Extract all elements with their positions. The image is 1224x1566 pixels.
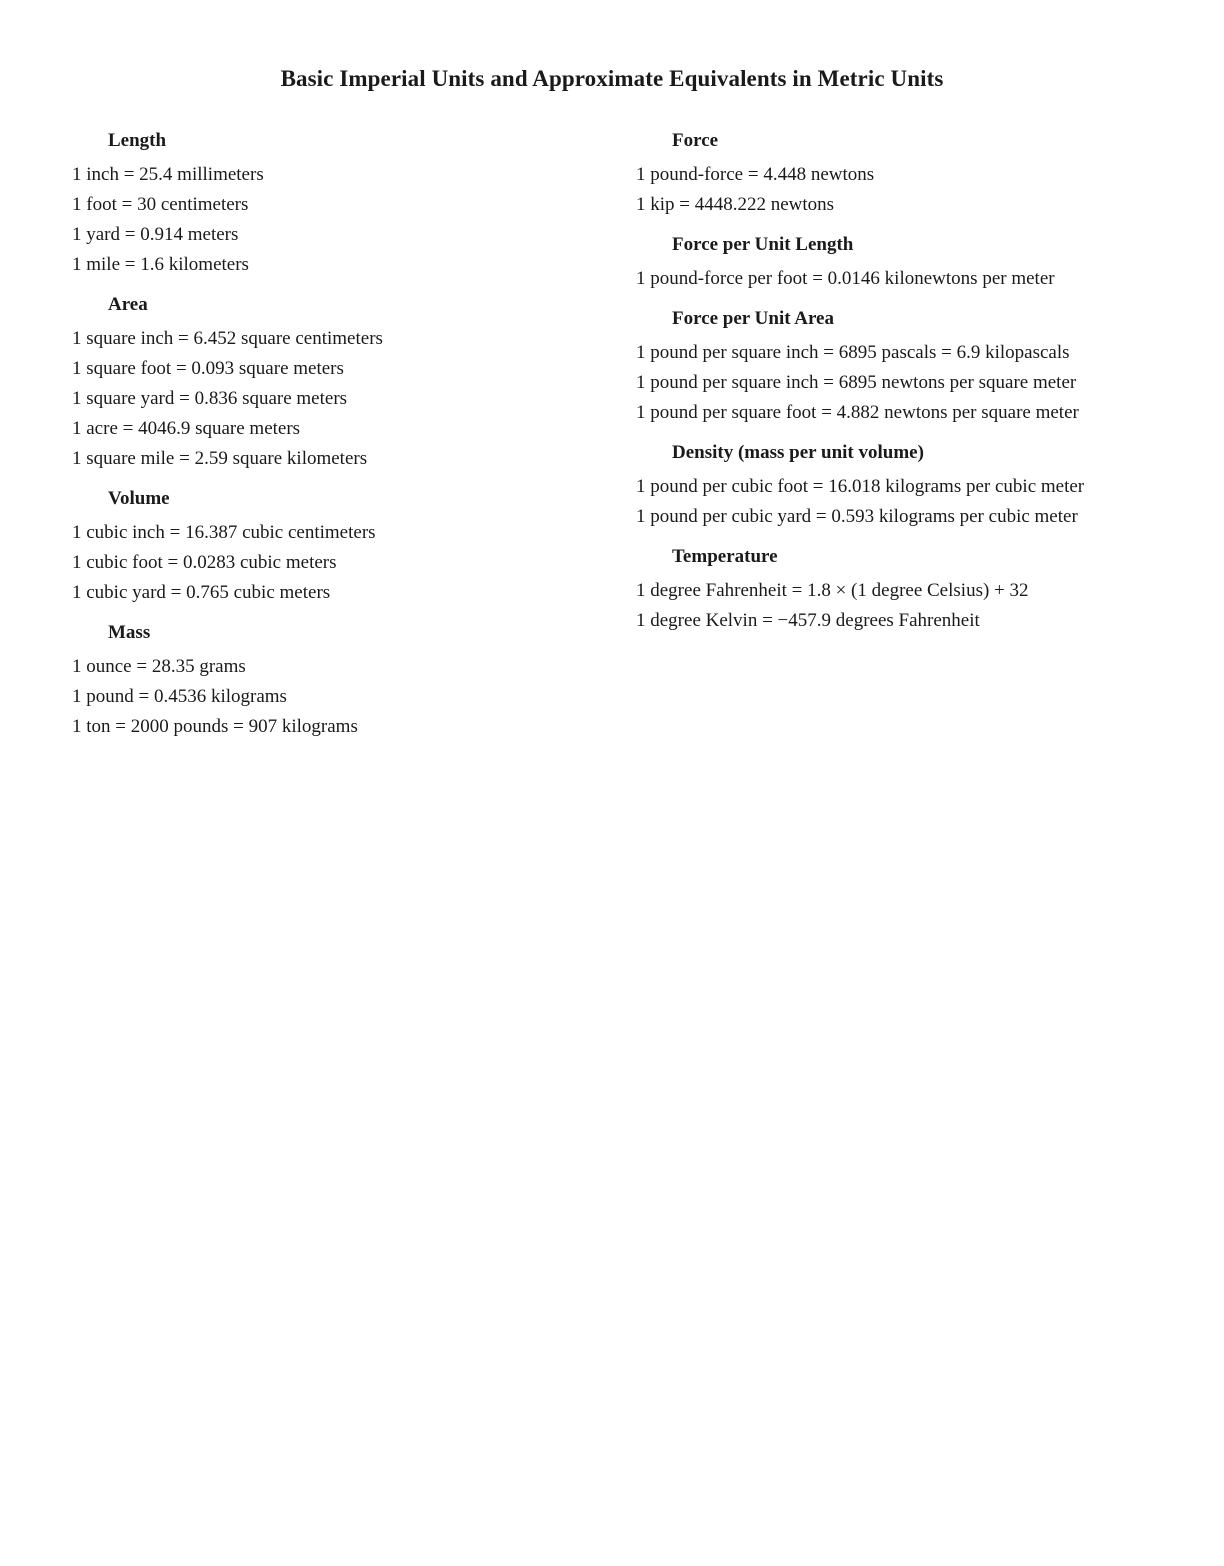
conversion-line: 1 degree Fahrenheit = 1.8 × (1 degree Celsius) + 32 [636,580,1029,601]
conversion-line: 1 ounce = 28.35 grams [72,656,246,677]
conversion-line: 1 pound per cubic foot = 16.018 kilograms per cubic meter [636,476,1085,497]
conversion-line: 1 pound per square inch = 6895 pascals = 6.9 kilopascals [636,342,1070,363]
section-heading: Force per Unit Length [672,234,854,255]
conversion-line: 1 yard = 0.914 meters [72,224,239,245]
conversion-line: 1 pound per square foot = 4.882 newtons per square meter [636,402,1079,423]
conversion-line: 1 ton = 2000 pounds = 907 kilograms [72,716,358,737]
conversion-line: 1 cubic yard = 0.765 cubic meters [72,582,331,603]
conversion-line: 1 degree Kelvin = −457.9 degrees Fahrenheit [636,610,980,631]
conversion-line: 1 acre = 4046.9 square meters [72,418,301,439]
conversion-line: 1 inch = 25.4 millimeters [72,164,264,185]
conversion-line: 1 pound-force = 4.448 newtons [636,164,875,185]
section-force [636,128,1196,220]
conversion-line: 1 cubic foot = 0.0283 cubic meters [72,552,337,573]
section-density [636,440,1196,532]
conversion-line: 1 square yard = 0.836 square meters [72,388,348,409]
page-title: Basic Imperial Units and Approximate Equivalents in Metric Units [280,66,944,91]
section-heading: Mass [108,622,151,643]
section-heading: Force per Unit Area [672,308,834,329]
conversion-line: 1 pound per square inch = 6895 newtons per square meter [636,372,1077,393]
section-heading: Volume [108,488,170,509]
conversion-line: 1 mile = 1.6 kilometers [72,254,249,275]
conversion-line: 1 square mile = 2.59 square kilometers [72,448,368,469]
section-mass [72,620,592,742]
section-heading: Force [672,130,719,151]
section-heading: Length [108,130,167,151]
left-column [72,128,592,754]
section-length [72,128,592,280]
section-heading: Area [108,294,148,315]
section-volume [72,486,592,608]
section-heading: Density (mass per unit volume) [672,442,924,463]
conversion-line: 1 pound = 0.4536 kilograms [72,686,287,707]
conversion-line: 1 square foot = 0.093 square meters [72,358,344,379]
section-force-per-unit-length [636,232,1196,294]
conversion-line: 1 pound-force per foot = 0.0146 kilonewtons per meter [636,268,1055,289]
conversion-line: 1 square inch = 6.452 square centimeters [72,328,383,349]
section-temperature [636,544,1196,636]
section-area [72,292,592,474]
right-column [636,128,1196,648]
conversion-line: 1 kip = 4448.222 newtons [636,194,835,215]
conversion-line: 1 cubic inch = 16.387 cubic centimeters [72,522,376,543]
section-force-per-unit-area [636,306,1196,428]
conversion-line: 1 foot = 30 centimeters [72,194,249,215]
section-heading: Temperature [672,546,778,567]
conversion-line: 1 pound per cubic yard = 0.593 kilograms per cubic meter [636,506,1078,527]
